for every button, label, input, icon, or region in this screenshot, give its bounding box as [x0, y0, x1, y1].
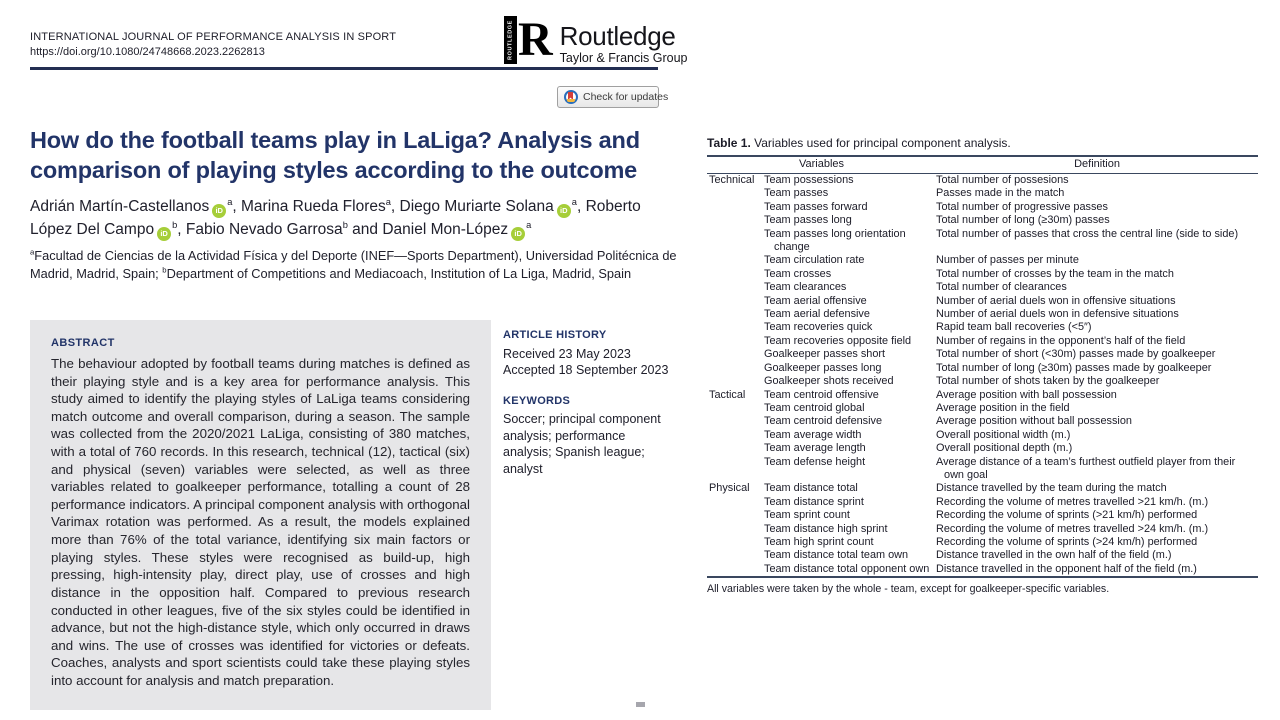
author-affiliation-marker: b	[342, 219, 348, 230]
row-category	[707, 549, 764, 562]
table-row	[707, 496, 1258, 509]
row-definition: Overall positional width (m.)	[936, 428, 1071, 441]
row-category	[707, 456, 764, 483]
row-definition: Total number of crosses by the team in the match	[936, 267, 1174, 280]
table-row	[707, 429, 1258, 442]
author-name: Diego Muriarte Solana	[399, 198, 554, 216]
row-definition: Average position without ball possession	[936, 415, 1132, 428]
row-category	[707, 335, 764, 348]
row-variable: Team distance total opponent own	[764, 562, 930, 575]
row-definition: Average position in the field	[936, 401, 1070, 414]
table-caption	[707, 136, 1258, 150]
keywords-text: Soccer; principal component analysis; performance analysis; Spanish league; analyst	[503, 412, 661, 476]
article-history	[503, 328, 673, 379]
row-variable: Team passes	[764, 187, 829, 200]
row-definition: Total number of progressive passes	[936, 200, 1108, 213]
table-row	[707, 509, 1258, 522]
row-variable: Team centroid offensive	[764, 388, 879, 401]
row-definition: Rapid team ball recoveries (<5″)	[936, 321, 1092, 334]
row-variable: Team average length	[764, 442, 866, 455]
table-row	[707, 523, 1258, 536]
author-affiliation-marker: a	[571, 197, 577, 207]
table-row	[707, 536, 1258, 549]
journal-name: INTERNATIONAL JOURNAL OF PERFORMANCE ANALYSIS IN SPORT	[30, 31, 397, 43]
row-definition: Number of passes per minute	[936, 254, 1079, 267]
row-variable: Team high sprint count	[764, 535, 874, 548]
row-variable: Team centroid global	[764, 401, 865, 414]
row-variable: Team distance total	[764, 482, 858, 495]
table-row	[707, 362, 1258, 375]
row-definition: Total number of long (≥30m) passes made by goalkeeper	[936, 361, 1212, 374]
table-row	[707, 228, 1258, 255]
table-footnote: All variables were taken by the whole - team, except for goalkeeper-specific variables.	[707, 583, 1110, 596]
variables-table	[707, 155, 1258, 578]
orcid-icon[interactable]: iD	[511, 227, 525, 241]
row-variable: Team defense height	[764, 455, 866, 468]
accepted-date: Accepted 18 September 2023	[503, 363, 669, 378]
row-variable: Team recoveries opposite field	[764, 334, 912, 347]
table-row	[707, 442, 1258, 455]
row-category	[707, 281, 764, 294]
row-variable: Team possessions	[764, 174, 854, 186]
table-row	[707, 201, 1258, 214]
row-variable: Team sprint count	[764, 509, 850, 522]
table-row	[707, 482, 1258, 495]
row-definition: Number of aerial duels won in offensive situations	[936, 294, 1176, 307]
orcid-icon[interactable]: iD	[557, 204, 571, 218]
table-row	[707, 402, 1258, 415]
row-definition: Average position with ball possession	[936, 388, 1117, 401]
table-row	[707, 549, 1258, 562]
table-row	[707, 268, 1258, 281]
row-category	[707, 442, 764, 455]
table-row	[707, 254, 1258, 267]
row-definition: Recording the volume of metres travelled >21 km/h. (m.)	[936, 495, 1209, 508]
row-definition: Total number of clearances	[936, 281, 1067, 294]
row-category	[707, 201, 764, 214]
table-row	[707, 348, 1258, 361]
row-category	[707, 187, 764, 200]
row-definition: Total number of shots taken by the goalkeeper	[936, 375, 1160, 388]
article-history-heading: ARTICLE HISTORY	[503, 329, 607, 341]
received-date: Received 23 May 2023	[503, 346, 631, 361]
affiliation-marker: b	[162, 265, 167, 275]
row-variable: Team passes long	[764, 214, 852, 227]
row-definition: Total number of passes that cross the central line (side to side)	[936, 227, 1239, 240]
row-variable: Goalkeeper passes short	[764, 348, 886, 361]
row-category	[707, 308, 764, 321]
column-header-definition: Definition	[936, 156, 1258, 174]
table-caption-label: Table 1.	[707, 136, 751, 150]
row-category	[707, 254, 764, 267]
crossmark-icon	[564, 90, 578, 104]
abstract-text: The behaviour adopted by football teams during matches is defined as their playing style and is a key area for performance analysis. This study aimed to identify the playing styles of LaLiga teams considering match outcome and overall comparison, during a season. The sample was collected from the 2020/2021 LaLiga, consisting of 380 matches, with a total of 760 records. In this research, technical (12), tactical (six) and physical (seven) variables were selected, as well as three variables related to goalkeeper performance, totalling a count of 28 performance indicators. A principal component analysis with orthogonal Varimax rotation was performed. As a result, the models explained more than 76% of the total variance, identifying six main factors or playing styles. These styles were recognised as build-up, high pressing, high-intensity play, direct play, use of crosses and high distance in the opposition half. Compared to previous research conducted in other leagues, five of the six styles could be identified in advance, but not the high-distance style, which only occurred in draws and wins. The use of crosses was identified for victories or defeats. Coaches, analysts and sport scientists could take these playing styles into account for analysis and match preparation.	[51, 356, 470, 688]
row-variable: Team distance total team own	[764, 549, 909, 562]
table-row	[707, 321, 1258, 334]
row-category	[707, 536, 764, 549]
author-affiliation-marker: a	[227, 197, 233, 207]
row-variable: Team centroid defensive	[764, 415, 883, 428]
article-meta-column	[503, 328, 673, 477]
row-variable: Team circulation rate	[764, 254, 865, 267]
row-variable: Team crosses	[764, 267, 832, 280]
row-definition: Recording the volume of metres travelled >24 km/h. (m.)	[936, 522, 1209, 535]
row-variable: Goalkeeper shots received	[764, 375, 894, 388]
table-row	[707, 456, 1258, 483]
row-category	[707, 348, 764, 361]
row-definition: Number of aerial duels won in defensive situations	[936, 308, 1179, 321]
abstract-box	[30, 320, 491, 710]
row-category	[707, 214, 764, 227]
row-variable: Team clearances	[764, 281, 847, 294]
keywords	[503, 394, 673, 478]
table-row	[707, 295, 1258, 308]
row-category: Tactical	[709, 388, 746, 401]
row-definition: Distance travelled in the own half of the field (m.)	[936, 549, 1172, 562]
table-row	[707, 187, 1258, 200]
affiliation-marker: a	[30, 247, 35, 257]
table-row	[707, 281, 1258, 294]
author-affiliation-marker: b	[172, 219, 178, 230]
author-name: Fabio Nevado Garrosa	[185, 220, 343, 238]
abstract-heading: ABSTRACT	[51, 337, 115, 349]
row-variable: Team distance sprint	[764, 495, 864, 508]
author-name: Roberto López Del Campo	[30, 198, 641, 238]
row-definition: Average distance of a team’s furthest outfield player from their own goal	[936, 455, 1236, 481]
row-category	[707, 362, 764, 375]
table-row	[707, 174, 1258, 188]
row-variable: Team average width	[764, 428, 862, 441]
table-caption-text: Variables used for principal component analysis.	[750, 136, 1011, 150]
row-variable: Team passes long orientation change	[764, 227, 906, 254]
row-category: Technical	[709, 174, 755, 186]
table-row	[707, 563, 1258, 577]
author-name: Daniel Mon-López	[382, 220, 509, 238]
keywords-heading: KEYWORDS	[503, 394, 571, 407]
row-variable: Team recoveries quick	[764, 321, 873, 334]
author-affiliation-marker: a	[526, 219, 532, 230]
row-definition: Total number of possesions	[936, 174, 1069, 186]
row-category	[707, 402, 764, 415]
routledge-r-glyph: R	[518, 13, 553, 66]
table-row	[707, 308, 1258, 321]
row-variable: Team passes forward	[764, 200, 868, 213]
routledge-logo	[504, 13, 688, 66]
row-variable: Team aerial defensive	[764, 308, 870, 321]
row-definition: Overall positional depth (m.)	[936, 442, 1073, 455]
row-category	[707, 228, 764, 255]
journal-header	[30, 31, 396, 58]
row-category	[707, 375, 764, 388]
table-1	[707, 136, 1258, 595]
author-affiliation-marker: a	[385, 197, 391, 207]
publisher-group: Taylor & Francis Group	[559, 51, 688, 65]
row-category	[707, 268, 764, 281]
orcid-icon[interactable]: iD	[157, 227, 171, 241]
row-definition: Total number of short (<30m) passes made by goalkeeper	[936, 348, 1216, 361]
page-footer-mark	[636, 702, 645, 707]
orcid-icon[interactable]: iD	[212, 204, 226, 218]
column-header-variables: Variables	[707, 156, 936, 174]
table-row	[707, 375, 1258, 388]
author-name: Marina Rueda Flores	[241, 198, 386, 216]
row-definition: Recording the volume of sprints (>24 km/h) performed	[936, 535, 1198, 548]
affiliation-text: Facultad de Ciencias de la Actividad Física y del Deporte (INEF—Sports Department), Universidad Politécnica de Madrid, Madrid, Spain;	[30, 248, 677, 282]
row-definition: Passes made in the match	[936, 187, 1065, 200]
affiliation-text: Department of Competitions and Mediacoach, Institution of La Liga, Madrid, Spain	[166, 266, 632, 282]
row-category	[707, 523, 764, 536]
table-row	[707, 389, 1258, 402]
doi-link[interactable]: https://doi.org/10.1080/24748668.2023.2262813	[30, 46, 265, 58]
row-variable: Team distance high sprint	[764, 522, 888, 535]
routledge-logo-bar: ROUTLEDGE	[504, 16, 517, 64]
table-row	[707, 335, 1258, 348]
row-category	[707, 563, 764, 577]
row-definition: Number of regains in the opponent’s half of the field	[936, 334, 1186, 347]
row-definition: Distance travelled by the team during the match	[936, 482, 1167, 495]
author-name: Adrián Martín-Castellanos	[30, 198, 210, 216]
row-category	[707, 295, 764, 308]
row-variable: Team aerial offensive	[764, 294, 867, 307]
page-title: How do the football teams play in LaLiga? Analysis and comparison of playing styles according to the outcome	[30, 127, 640, 183]
row-category	[707, 321, 764, 334]
row-definition: Total number of long (≥30m) passes	[936, 214, 1110, 227]
row-category	[707, 429, 764, 442]
check-for-updates-label: Check for updates	[583, 91, 669, 103]
check-for-updates-button[interactable]	[557, 86, 669, 108]
table-body	[707, 174, 1258, 578]
row-category	[707, 415, 764, 428]
table-row	[707, 214, 1258, 227]
author-line: Adrián Martín-Castellanos $iD^a$, Marina Rueda Flores$^a$, Diego Muriarte Solana $iD^a$, Roberto López Del Campo $iD^b$, Fabio Nevado Garrosa$^b$ and Daniel Mon-López $iD^a$	[30, 196, 678, 241]
header-divider	[30, 67, 658, 70]
row-definition: Recording the volume of sprints (>21 km/h) performed	[936, 509, 1198, 522]
row-variable: Goalkeeper passes long	[764, 361, 882, 374]
row-definition: Distance travelled in the opponent half of the field (m.)	[936, 562, 1197, 575]
affiliations	[30, 247, 680, 283]
row-category	[707, 509, 764, 522]
table-row	[707, 415, 1258, 428]
row-category	[707, 496, 764, 509]
publisher-name: Routledge	[559, 21, 676, 51]
table-header-row	[707, 156, 1258, 174]
row-category: Physical	[709, 482, 750, 495]
